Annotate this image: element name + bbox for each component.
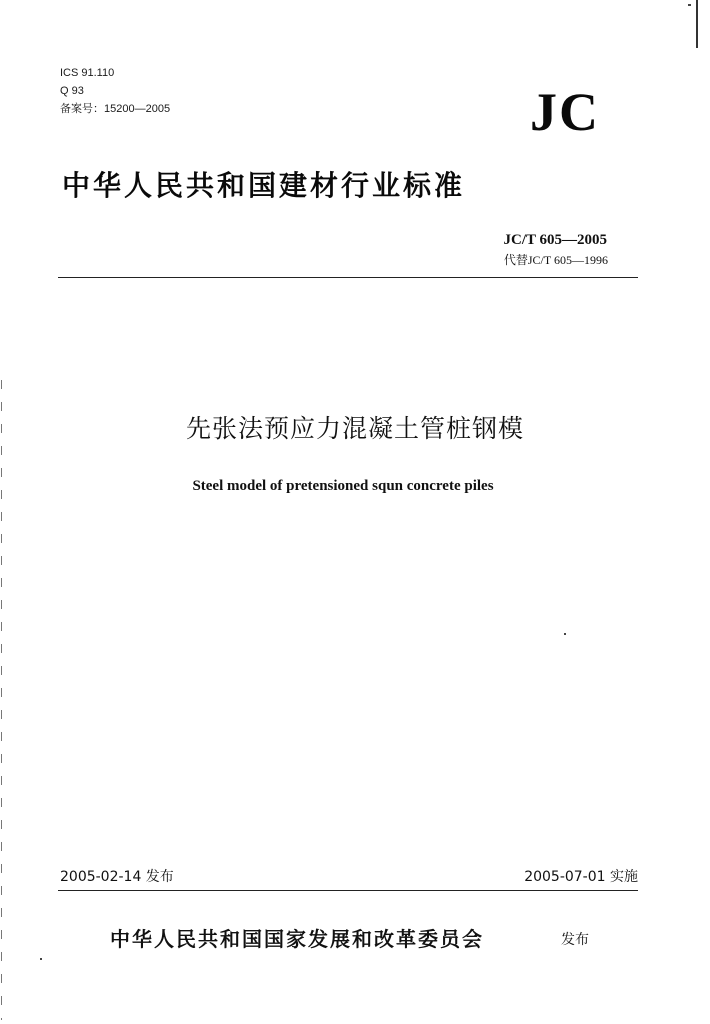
scan-speck xyxy=(40,958,42,960)
ics-code: ICS 91.110 xyxy=(60,67,115,79)
jc-logo: JC xyxy=(530,82,600,142)
replaces-standard: 代替JC/T 605—1996 xyxy=(503,253,608,267)
scan-edge-left xyxy=(1,380,2,1020)
implementation-date: 2005-07-01 实施 xyxy=(524,869,638,885)
issue-date: 2005-02-14 发布 xyxy=(60,869,174,885)
issuer-suffix: 发布 xyxy=(561,932,589,948)
scan-speck xyxy=(688,4,691,6)
issuing-authority: 中华人民共和国国家发展和改革委员会 xyxy=(110,927,484,951)
ccs-code: Q 93 xyxy=(60,85,84,97)
standard-number: JC/T 605—2005 xyxy=(503,232,607,248)
standard-category: 中华人民共和国建材行业标准 xyxy=(62,169,466,202)
scan-edge-right xyxy=(696,0,698,48)
title-english: Steel model of pretensioned squn concrete piles xyxy=(192,478,494,494)
filing-number: 备案号：15200—2005 xyxy=(60,103,171,115)
header-divider xyxy=(58,277,638,278)
title-chinese: 先张法预应力混凝土管桩钢模 xyxy=(185,414,524,443)
scan-speck xyxy=(564,633,566,635)
footer-divider xyxy=(58,890,638,891)
